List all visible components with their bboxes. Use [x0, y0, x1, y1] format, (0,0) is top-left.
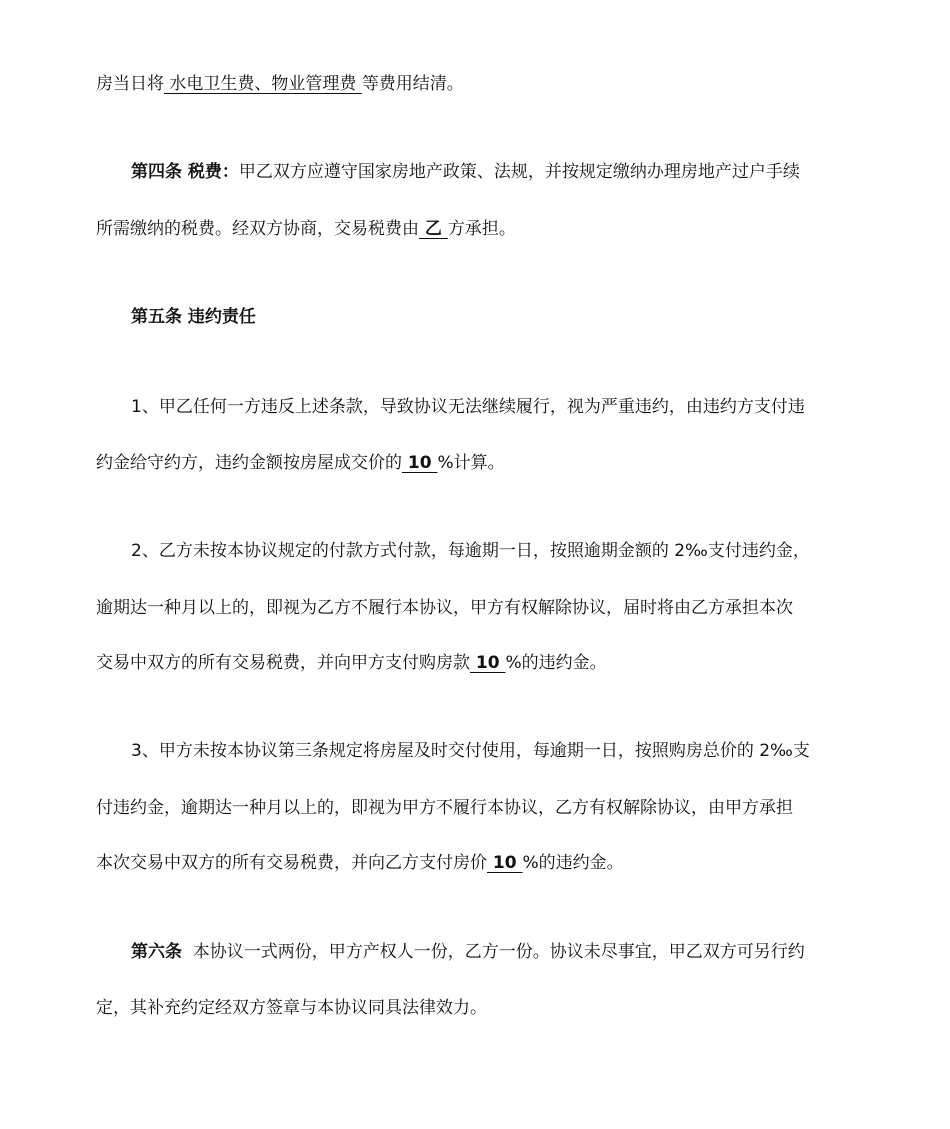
article-5-item-3-line-2: 付违约金，逾期达一种月以上的，即视为甲方不履行本协议，乙方有权解除协议，由甲方承担: [96, 798, 793, 818]
text-segment: 等费用结清。: [361, 74, 464, 94]
text-segment: 所需缴纳的税费。经双方协商，交易税费由: [96, 219, 419, 239]
text-segment: 房当日将: [96, 74, 164, 94]
article-5-item-2-line-3: [96, 651, 607, 675]
penalty-percent-blank: 10: [487, 853, 523, 873]
article-6-line-1: [131, 940, 805, 964]
article-5-heading: 第五条 违约责任: [131, 307, 256, 327]
article-6-heading: 第六条: [131, 942, 182, 962]
text-segment: %计算。: [437, 453, 505, 473]
article-4-line-1: [131, 160, 800, 184]
article-6-text: 本协议一式两份，甲方产权人一份，乙方一份。协议未尽事宜，甲乙双方可另行约: [182, 942, 805, 962]
article-5-item-1-line-1: 1、甲乙任何一方违反上述条款，导致协议无法继续履行，视为严重违约，由违约方支付违: [131, 397, 805, 417]
article-5-item-2-line-2: 逾期达一种月以上的，即视为乙方不履行本协议，甲方有权解除协议，届时将由乙方承担本次: [96, 598, 793, 618]
article-5-item-3-line-3: [96, 851, 624, 875]
text-segment: %的违约金。: [522, 853, 624, 873]
article-4-text: 甲乙双方应遵守国家房地产政策、法规，并按规定缴纳办理房地产过户手续: [238, 162, 800, 182]
text-segment: 方承担。: [447, 219, 516, 239]
line-handover-fees: [96, 72, 464, 96]
text-segment: 交易中双方的所有交易税费，并向甲方支付购房款: [96, 653, 470, 673]
article-6-line-2: 定，其补充约定经双方签章与本协议同具法律效力。: [96, 998, 487, 1018]
article-4-heading: 第四条 税费：: [131, 162, 239, 182]
article-5-item-2-line-1: 2、乙方未按本协议规定的付款方式付款，每逾期一日，按照逾期金额的 2‰支付违约金，: [131, 541, 810, 561]
text-segment: 本次交易中双方的所有交易税费，并向乙方支付房价: [96, 853, 487, 873]
tax-party-blank: 乙: [419, 219, 448, 239]
article-4-line-2: [96, 217, 516, 241]
text-segment: 约金给守约方，违约金额按房屋成交价的: [96, 453, 402, 473]
fees-blank: 水电卫生费、物业管理费: [164, 74, 362, 94]
article-5-item-3-line-1: 3、甲方未按本协议第三条规定将房屋及时交付使用，每逾期一日，按照购房总价的 2‰支: [131, 741, 810, 761]
text-segment: %的违约金。: [505, 653, 607, 673]
article-5-item-1-line-2: [96, 451, 505, 475]
penalty-percent-blank: 10: [470, 653, 506, 673]
penalty-percent-blank: 10: [402, 453, 438, 473]
